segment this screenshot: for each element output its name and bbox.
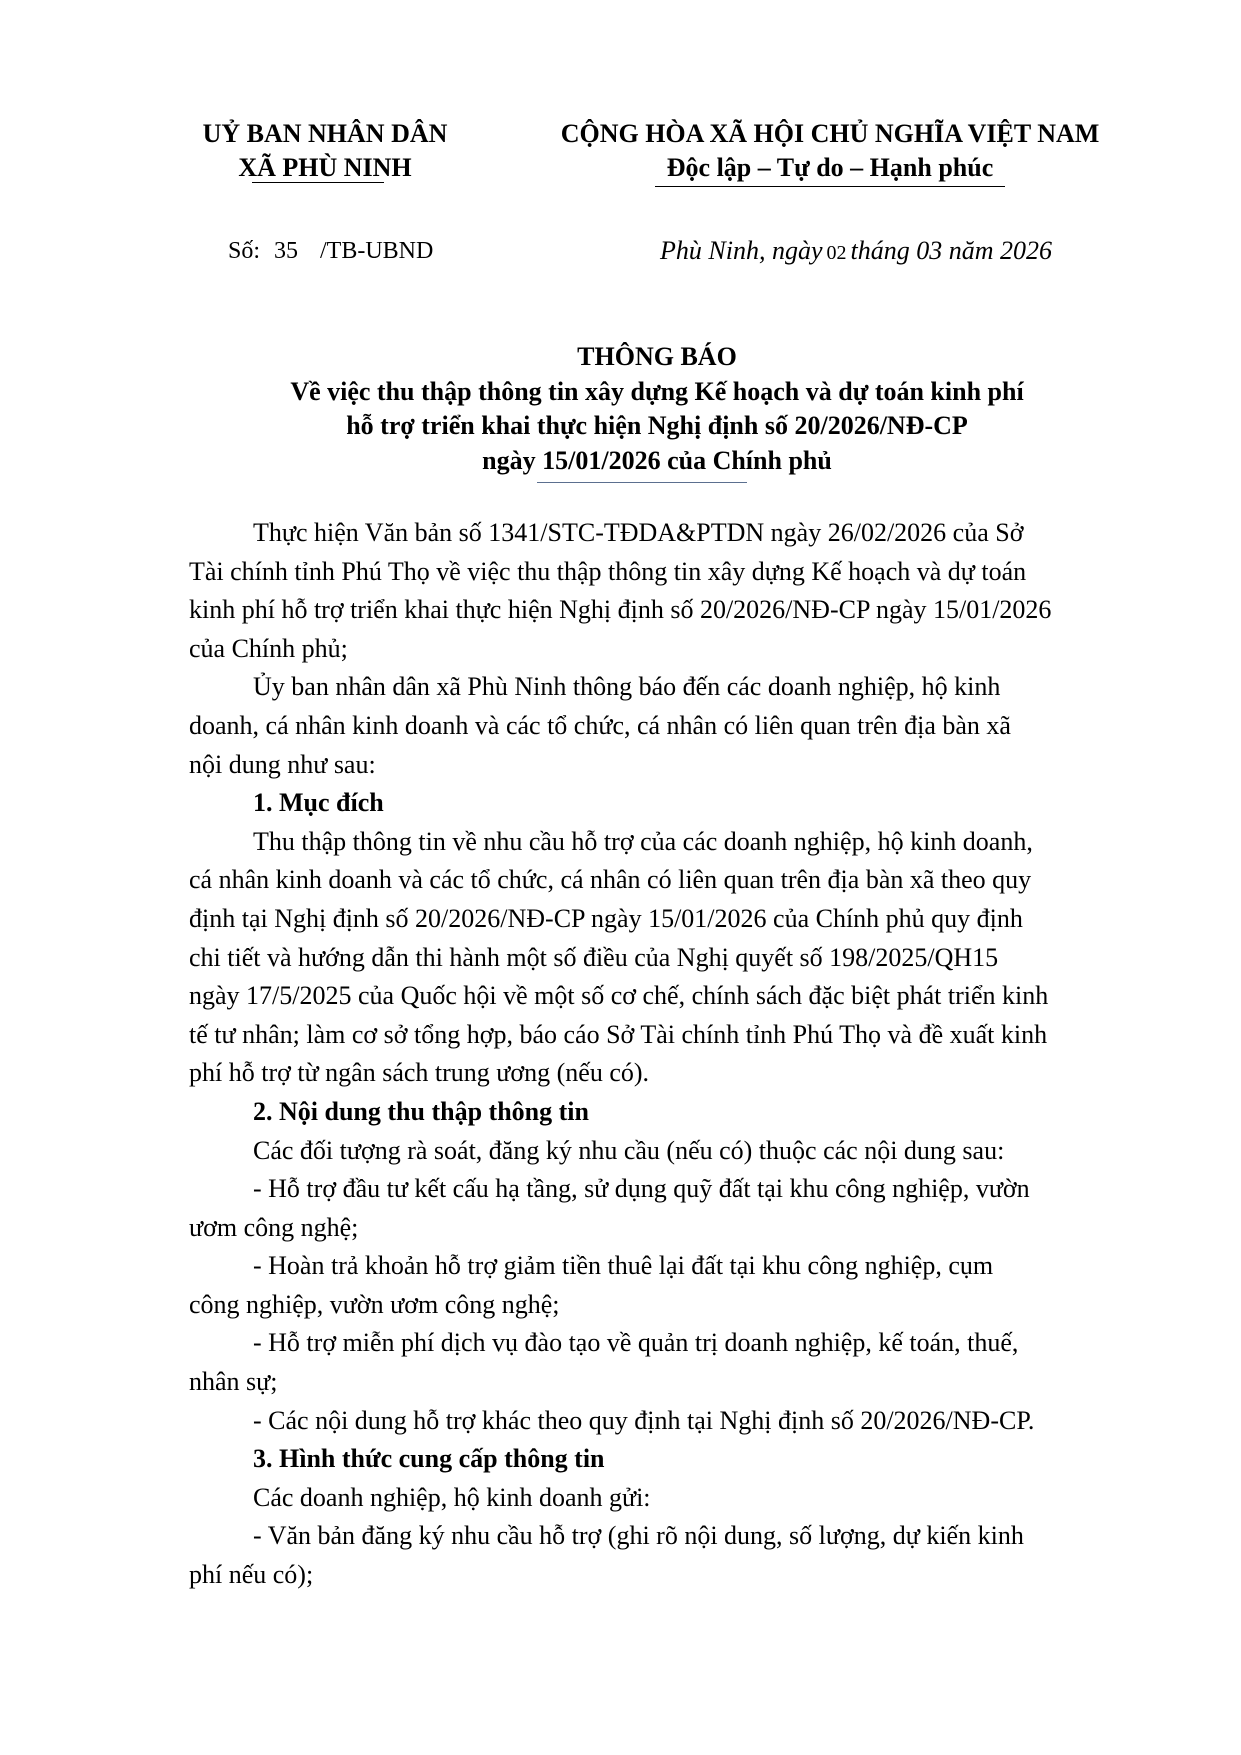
section-2-item: - Các nội dung hỗ trợ khác theo quy định tại Nghị định số 20/2026/NĐ-CP.	[253, 1405, 1035, 1435]
paragraph-2-line: Ủy ban nhân dân xã Phù Ninh thông báo đến các doanh nghiệp, hộ kinh	[253, 672, 1001, 702]
section-2-item: ươm công nghệ;	[189, 1212, 359, 1242]
agency-line1: UỶ BAN NHÂN DÂN	[202, 119, 448, 148]
agency-line2: XÃ PHÙ NINH	[238, 153, 412, 182]
section-2-intro: Các đối tượng rà soát, đăng ký nhu cầu (nếu có) thuộc các nội dung sau:	[253, 1135, 1005, 1165]
section-2-item: công nghiệp, vườn ươm công nghệ;	[189, 1289, 560, 1319]
number-suffix: /TB-UBND	[320, 238, 434, 264]
section-1-line: Thu thập thông tin về nhu cầu hỗ trợ của các doanh nghiệp, hộ kinh doanh,	[253, 826, 1033, 856]
notice-body	[189, 514, 1125, 1595]
paragraph-1-line: kinh phí hỗ trợ triển khai thực hiện Nghị định số 20/2026/NĐ-CP ngày 15/01/2026	[189, 595, 1052, 625]
date-prefix: Phù Ninh, ngày	[660, 236, 823, 265]
section-2-heading: 2. Nội dung thu thập thông tin	[253, 1096, 589, 1126]
nation-line2: Độc lập – Tự do – Hạnh phúc	[666, 153, 994, 182]
section-2-item: - Hoàn trả khoản hỗ trợ giảm tiền thuê lại đất tại khu công nghiệp, cụm	[253, 1251, 994, 1281]
section-3-heading: 3. Hình thức cung cấp thông tin	[253, 1444, 605, 1474]
section-1-line: phí hỗ trợ từ ngân sách trung ương (nếu có).	[189, 1058, 650, 1088]
section-2-item: - Hỗ trợ miễn phí dịch vụ đào tạo về quản trị doanh nghiệp, kế toán, thuế,	[253, 1328, 1019, 1358]
notice-title	[189, 340, 1125, 478]
section-3-item: phí nếu có);	[189, 1560, 314, 1590]
number-label: Số:	[228, 238, 261, 264]
date-day: 02	[826, 242, 847, 264]
title-line2: hỗ trợ triển khai thực hiện Nghị định số 20/2026/NĐ-CP	[346, 411, 968, 440]
section-1-line: ngày 17/5/2025 của Quốc hội về một số cơ chế, chính sách đặc biệt phát triển kinh	[189, 981, 1049, 1011]
paragraph-2-line: nội dung như sau:	[189, 749, 376, 779]
agency-name	[180, 117, 470, 185]
document-date	[660, 236, 1052, 266]
section-2-item: nhân sự;	[189, 1367, 278, 1397]
section-1-line: định tại Nghị định số 20/2026/NĐ-CP ngày 15/01/2026 của Chính phủ quy định	[189, 903, 1023, 933]
title-line1: Về việc thu thập thông tin xây dựng Kế hoạch và dự toán kinh phí	[290, 376, 1024, 406]
date-suffix: tháng 03 năm 2026	[850, 236, 1052, 265]
title-heading: THÔNG BÁO	[577, 342, 737, 371]
national-motto	[540, 117, 1120, 185]
number-value: 35	[274, 238, 299, 264]
section-1-line: cá nhân kinh doanh và các tổ chức, cá nhân có liên quan trên địa bàn xã theo quy	[189, 865, 1032, 895]
paragraph-1-line: Thực hiện Văn bản số 1341/STC-TĐDA&PTDN ngày 26/02/2026 của Sở	[253, 518, 1024, 547]
section-2-item: - Hỗ trợ đầu tư kết cấu hạ tầng, sử dụng quỹ đất tại khu công nghiệp, vườn	[253, 1174, 1030, 1204]
title-line3: ngày 15/01/2026 của Chính phủ	[482, 445, 832, 475]
motto-underline	[655, 186, 1005, 187]
nation-line1: CỘNG HÒA XÃ HỘI CHỦ NGHĨA VIỆT NAM	[560, 119, 1100, 148]
paragraph-2-line: doanh, cá nhân kinh doanh và các tổ chức, cá nhân có liên quan trên địa bàn xã	[189, 710, 1011, 740]
paragraph-1-line: của Chính phủ;	[189, 633, 348, 663]
section-3-intro: Các doanh nghiệp, hộ kinh doanh gửi:	[253, 1482, 651, 1512]
section-1-line: tế tư nhân; làm cơ sở tổng hợp, báo cáo Sở Tài chính tỉnh Phú Thọ và đề xuất kinh	[189, 1019, 1048, 1049]
document-number	[228, 238, 433, 265]
agency-underline	[252, 182, 384, 183]
section-3-item: - Văn bản đăng ký nhu cầu hỗ trợ (ghi rõ nội dung, số lượng, dự kiến kinh	[253, 1521, 1024, 1551]
section-1-line: chi tiết và hướng dẫn thi hành một số điều của Nghị quyết số 198/2025/QH15	[189, 942, 999, 972]
paragraph-1-line: Tài chính tỉnh Phú Thọ về việc thu thập thông tin xây dựng Kế hoạch và dự toán	[189, 556, 1027, 586]
section-1-heading: 1. Mục đích	[253, 788, 384, 818]
title-underline	[537, 482, 747, 483]
